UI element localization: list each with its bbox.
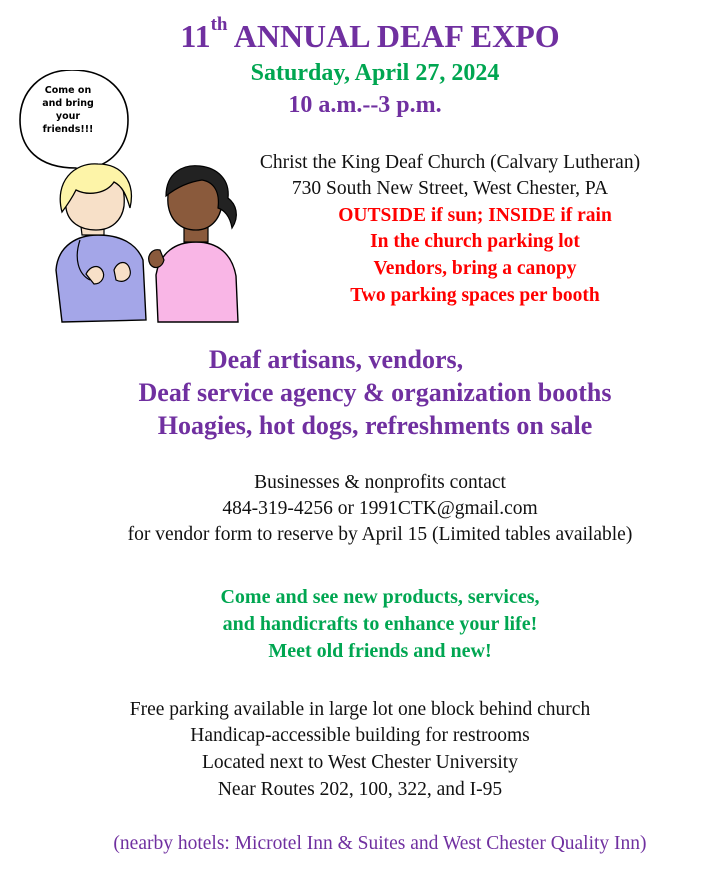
venue-note: Vendors, bring a canopy bbox=[373, 258, 577, 279]
nearby-hotels: (nearby hotels: Microtel Inn & Suites and West Chester Quality Inn) bbox=[113, 833, 647, 854]
blonde-woman-figure bbox=[56, 164, 146, 322]
contact-details: 484-319-4256 or 1991CTK@gmail.com bbox=[222, 498, 538, 519]
title-ordinal: th bbox=[210, 14, 228, 35]
venue-name: Christ the King Deaf Church (Calvary Lutheran) bbox=[259, 152, 641, 173]
contact-line: Businesses & nonprofits contact bbox=[254, 472, 506, 493]
info-line: Free parking available in large lot one block behind church bbox=[129, 699, 591, 720]
invitation-line: and handicrafts to enhance your life! bbox=[222, 613, 538, 635]
event-time: 10 a.m.--3 p.m. bbox=[288, 92, 442, 118]
invitation-line: Come and see new products, services, bbox=[220, 586, 540, 608]
bubble-line: your bbox=[55, 111, 81, 122]
page-title bbox=[90, 14, 650, 55]
highlight-line: Deaf service agency & organization booths bbox=[138, 378, 612, 407]
speech-bubble-text bbox=[28, 84, 108, 136]
title-number: 11 bbox=[180, 18, 211, 54]
info-line: Located next to West Chester University bbox=[202, 752, 518, 773]
highlight-line: Deaf artisans, vendors, bbox=[208, 345, 464, 374]
venue-note: Two parking spaces per booth bbox=[350, 285, 600, 306]
venue-note: OUTSIDE if sun; INSIDE if rain bbox=[338, 205, 612, 226]
highlight-line: Hoagies, hot dogs, refreshments on sale bbox=[157, 411, 593, 440]
info-line: Near Routes 202, 100, 322, and I-95 bbox=[217, 779, 503, 800]
venue-note: In the church parking lot bbox=[370, 231, 580, 252]
bubble-line: and bring bbox=[42, 98, 94, 109]
title-text: ANNUAL DEAF EXPO bbox=[227, 18, 560, 54]
info-line: Handicap-accessible building for restrooms bbox=[190, 725, 530, 746]
invitation-line: Meet old friends and new! bbox=[268, 640, 492, 662]
venue-address: 730 South New Street, West Chester, PA bbox=[291, 178, 609, 199]
event-date: Saturday, April 27, 2024 bbox=[250, 60, 500, 86]
bubble-line: Come on bbox=[44, 85, 92, 96]
contact-line: for vendor form to reserve by April 15 (Limited tables available) bbox=[127, 524, 633, 545]
bubble-line: friends!!! bbox=[42, 124, 94, 135]
